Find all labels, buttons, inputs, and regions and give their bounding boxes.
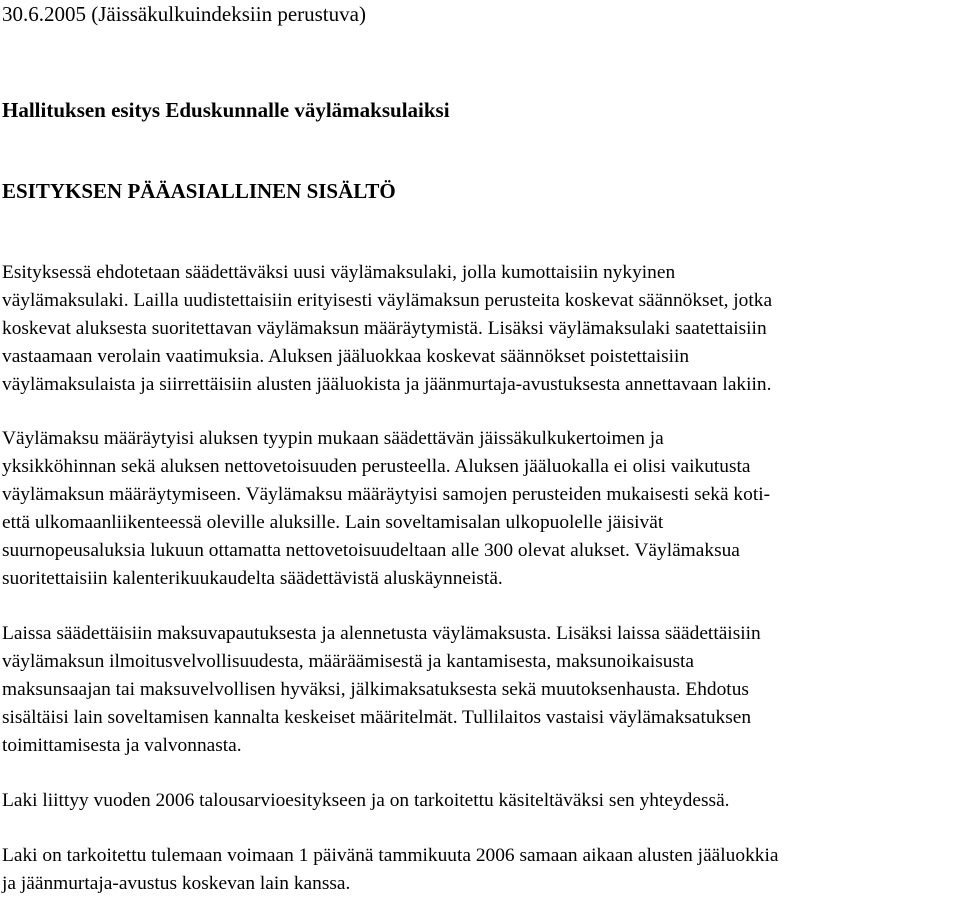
paragraph-line: vastaamaan verolain vaatimuksia. Aluksen jääluokkaa koskevat säännökset poistettaisiin — [2, 346, 690, 367]
paragraph-line: väylämaksulaki. Lailla uudistettaisiin erityisesti väylämaksun perusteita koskevat säännökset, jotka — [2, 290, 773, 311]
paragraph-line: Laki on tarkoitettu tulemaan voimaan 1 päivänä tammikuuta 2006 samaan aikaan alusten jääluokkia — [2, 845, 779, 866]
paragraph-5 — [2, 842, 958, 898]
paragraph-line: sisältäisi lain soveltamisen kannalta keskeiset määritelmät. Tullilaitos vastaisi väylämaksatuksen — [2, 707, 752, 728]
paragraph-line: väylämaksun ilmoitusvelvollisuudesta, määräämisestä ja kantamisesta, maksunoikaisusta — [2, 651, 694, 672]
paragraph-1 — [2, 259, 958, 399]
paragraph-line: ja jäänmurtaja-avustus koskevan lain kanssa. — [2, 873, 351, 894]
paragraph-line: koskevat aluksesta suoritettavan väylämaksun määräytymistä. Lisäksi väylämaksulaki saatettaisiin — [2, 318, 767, 339]
paragraph-line: suurnopeusaluksia lukuun ottamatta nettovetoisuudeltaan alle 300 olevat alukset. Väylämaksua — [2, 540, 740, 561]
section-heading: ESITYKSEN PÄÄASIALLINEN SISÄLTÖ — [2, 179, 396, 203]
paragraph-2 — [2, 425, 958, 593]
paragraph-line: väylämaksulaista ja siirrettäisiin alusten jääluokista ja jäänmurtaja-avustuksesta annettavaan lakiin. — [2, 374, 772, 395]
document-date-line: 30.6.2005 (Jäissäkulkuindeksiin perustuva) — [2, 2, 366, 26]
paragraph-line: toimittamisesta ja valvonnasta. — [2, 735, 242, 756]
paragraph-line: väylämaksun määräytymiseen. Väylämaksu määräytyisi samojen perusteiden mukaisesti sekä koti- — [2, 484, 771, 505]
paragraph-4 — [2, 787, 958, 815]
paragraph-line: Väylämaksu määräytyisi aluksen tyypin mukaan säädettävän jäissäkulkukertoimen ja — [2, 428, 664, 449]
paragraph-line: maksunsaajan tai maksuvelvollisen hyväksi, jälkimaksatuksesta sekä muutoksenhausta. Ehdotus — [2, 679, 749, 700]
paragraph-line: Laissa säädettäisiin maksuvapautuksesta ja alennetusta väylämaksusta. Lisäksi laissa säädettäisiin — [2, 623, 761, 644]
paragraph-3 — [2, 620, 958, 760]
document-title: Hallituksen esitys Eduskunnalle väylämaksulaiksi — [2, 98, 450, 122]
paragraph-line: että ulkomaanliikenteessä oleville aluksille. Lain soveltamisalan ulkopuolelle jäisivät — [2, 512, 664, 533]
paragraph-line: yksikköhinnan sekä aluksen nettovetoisuuden perusteella. Aluksen jääluokalla ei olisi vaikutusta — [2, 456, 751, 477]
paragraph-line: Laki liittyy vuoden 2006 talousarvioesitykseen ja on tarkoitettu käsiteltäväksi sen yhteydessä. — [2, 790, 730, 811]
paragraph-line: Esityksessä ehdotetaan säädettäväksi uusi väylämaksulaki, jolla kumottaisiin nykyinen — [2, 262, 676, 283]
paragraph-line: suoritettaisiin kalenterikuukaudelta säädettävistä aluskäynneistä. — [2, 568, 503, 589]
